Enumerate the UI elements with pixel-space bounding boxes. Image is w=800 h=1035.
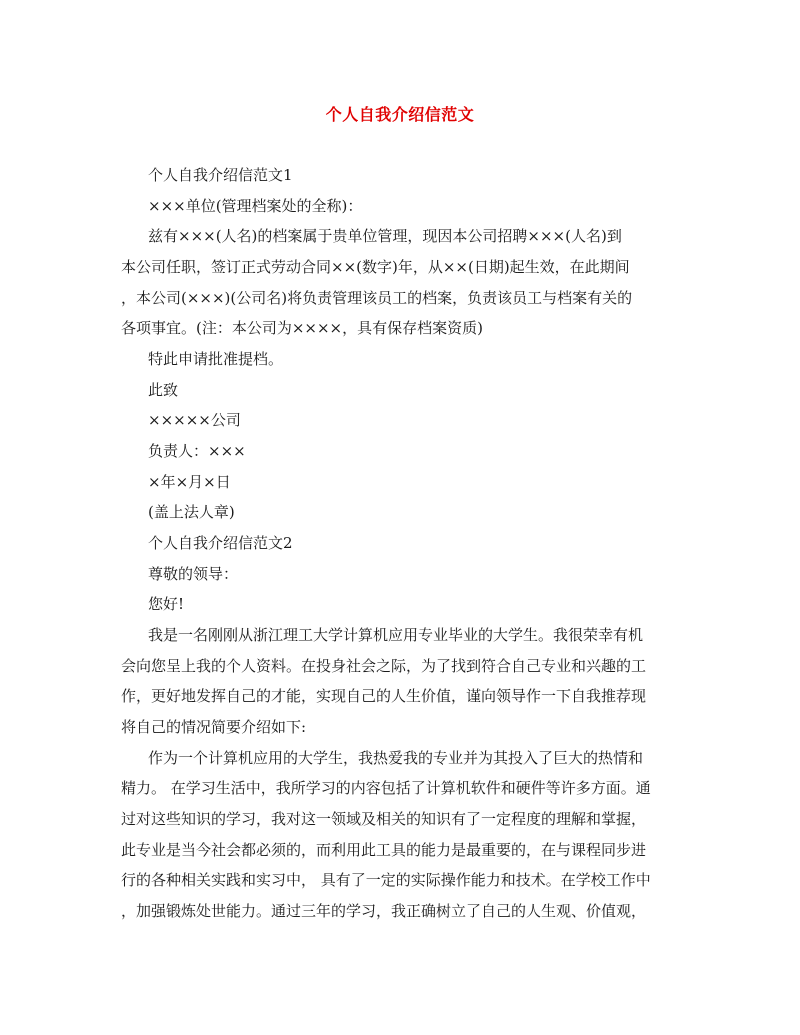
company-line: ×××××公司 — [148, 411, 241, 429]
body-line: 此专业是当今社会都必须的，而利用此工具的能力是最重要的，在与课程同步进 — [121, 841, 647, 859]
body-line: 兹有×××(人名)的档案属于贵单位管理，现因本公司招聘×××(人名)到 — [148, 227, 622, 245]
body-line: 过对这些知识的学习，我对这一领域及相关的知识有了一定程度的理解和掌握， — [121, 810, 647, 828]
body-line: 作，更好地发挥自己的才能，实现自己的人生价值，谨向领导作一下自我推荐现 — [121, 687, 647, 705]
body-line: 作为一个计算机应用的大学生，我热爱我的专业并为其投入了巨大的热情和 — [148, 749, 644, 767]
section-heading-2: 个人自我介绍信范文2 — [148, 534, 293, 552]
section-heading-1: 个人自我介绍信范文1 — [148, 166, 293, 184]
body-line: 各项事宜。(注：本公司为××××，具有保存档案资质) — [121, 319, 483, 337]
body-line: ，本公司(×××)(公司名)将负责管理该员工的档案，负责该员工与档案有关的 — [121, 289, 633, 307]
body-line: 将自己的情况简要介绍如下: — [121, 718, 307, 736]
closing-line: 此致 — [148, 381, 179, 399]
body-line: 本公司任职，签订正式劳动合同××(数字)年，从××(日期)起生效，在此期间 — [121, 258, 630, 276]
document-title: 个人自我介绍信范文 — [325, 105, 475, 124]
greeting-line: 尊敬的领导： — [148, 565, 239, 583]
body-line: 精力。 在学习生活中，我所学习的内容包括了计算机软件和硬件等许多方面。通 — [121, 779, 651, 797]
responsible-person-line: 负责人：××× — [148, 442, 246, 460]
salutation-line: 您好! — [148, 595, 185, 613]
body-line: 我是一名刚刚从浙江理工大学计算机应用专业毕业的大学生。我很荣幸有机 — [148, 626, 644, 644]
body-line: 会向您呈上我的个人资料。在投身社会之际，为了找到符合自己专业和兴趣的工 — [121, 657, 647, 675]
date-line: ×年×月×日 — [148, 473, 231, 491]
request-line: 特此申请批准提档。 — [148, 350, 284, 368]
body-line: 行的各种相关实践和实习中， 具有了一定的实际操作能力和技术。在学校工作中 — [121, 871, 651, 889]
seal-line: (盖上法人章) — [148, 503, 235, 521]
recipient-line: ×××单位(管理档案处的全称)： — [148, 197, 363, 215]
body-line: ，加强锻炼处世能力。通过三年的学习，我正确树立了自己的人生观、价值观， — [121, 902, 647, 920]
